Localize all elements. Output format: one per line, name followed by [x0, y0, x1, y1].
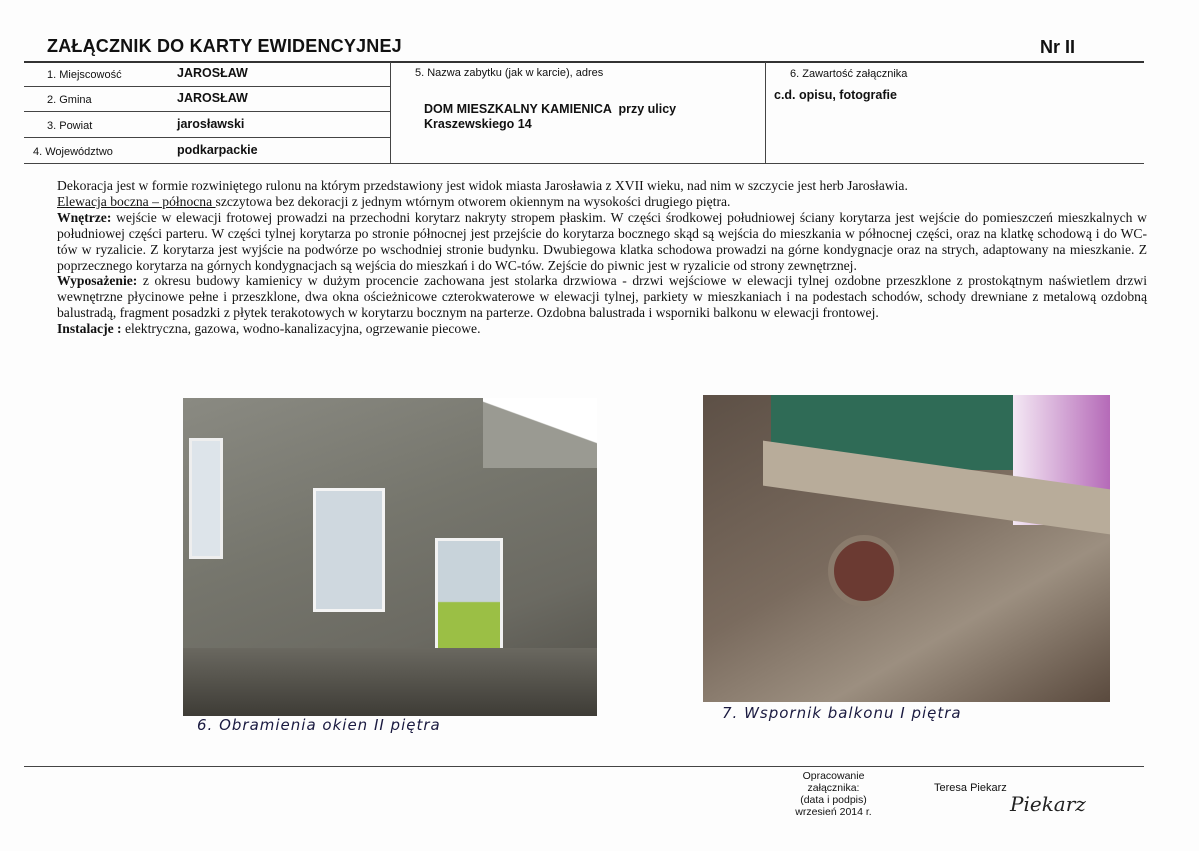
field-value-commune: JAROSŁAW — [177, 91, 248, 105]
side-elevation-text: szczytowa bez dekoracji z jednym wtórnym otworem okiennym na wysokości drugiego piętra. — [215, 193, 731, 209]
side-elevation-heading: Elewacja boczna – północna — [57, 193, 216, 209]
attachment-number: Nr II — [1040, 37, 1076, 57]
object-address: Kraszewskiego 14 — [424, 117, 532, 131]
field-label-voivodeship: 4. Województwo — [33, 146, 113, 158]
installations-text: elektryczna, gazowa, wodno-kanalizacyjna, ogrzewanie piecowe. — [121, 321, 481, 337]
signature: Piekarz — [1010, 792, 1086, 816]
contents-label: 6. Zawartość załącznika — [790, 68, 908, 80]
photo-balcony-bracket — [703, 395, 1110, 702]
field-value-voivodeship: podkarpackie — [177, 143, 258, 157]
field-label-county: 3. Powiat — [47, 120, 93, 132]
footer-label-line: (data i podpis) — [800, 794, 867, 806]
field-value-county: jarosławski — [177, 117, 245, 131]
interior-heading: Wnętrze: — [57, 209, 112, 225]
field-label-commune: 2. Gmina — [47, 94, 92, 106]
object-label: 5. Nazwa zabytku (jak w karcie), adres — [415, 67, 604, 79]
photo-window-frames — [183, 398, 597, 716]
photo-caption-7: 7. Wspornik balkonu I piętra — [722, 704, 962, 722]
interior-text: wejście w elewacji frotowej prowadzi na przechodni korytarz nakryty stropem płaskim. W części środkowej południowej ściany korytarza jest wejście do pomieszczeń mieszkalnych w południowej części parteru. W części tylnej korytarza po stronie północnej jest przejście do korytarza bocznego skąd są wejścia do mieszkania w północnej części, oraz na klatkę schodową i do WC-tów w ryzalicie. Z korytarza jest wyjście na podwórze po wschodniej stronie budynku. Dwubiegowa klatka schodowa prowadzi na górne kondygnacje oraz na strych, adaptowany na mieszkanie. Z poprzecznego korytarza na górnych kondygnacjach są wejścia do mieszkań i do WC-tów. Zejście do piwnic jest w ryzalicie od strony zewnętrznej. — [57, 209, 1147, 273]
footer-label — [786, 770, 881, 818]
photo-caption-6: 6. Obramienia okien II piętra — [197, 716, 441, 734]
object-name: DOM MIESZKALNY KAMIENICA przy ulicy — [424, 102, 677, 116]
field-label-locality: 1. Miejscowość — [47, 69, 122, 81]
footer-label-line: wrzesień 2014 r. — [795, 806, 872, 818]
equipment-heading: Wyposażenie: — [57, 273, 138, 289]
author-name: Teresa Piekarz — [934, 782, 1007, 794]
equipment-text: z okresu budowy kamienicy w dużym procencie zachowana jest stolarka drzwiowa - drzwi wejściowe w elewacji tylnej ozdobne przeszklone z prostokątnym naświetlem drzwi wewnętrzne płycinowe pełne i przeszklone, dwa okna ościeżnicowe czterokwaterowe w elewacji tylnej, parkiety w mieszkaniach i na podestach schodów, schody drewniane z metalową ozdobną balustradą, fragment posadzki z płytek terakotowych w korytarzu bocznym na parterze. Ozdobna balustrada i wsporniki balkonu w elewacji frontowej. — [57, 273, 1147, 321]
field-value-locality: JAROSŁAW — [177, 66, 248, 80]
footer-label-line: załącznika: — [807, 782, 860, 794]
description-text — [57, 178, 1147, 337]
installations-heading: Instalacje : — [57, 321, 122, 337]
footer-label-line: Opracowanie — [802, 770, 865, 782]
document-title: ZAŁĄCZNIK DO KARTY EWIDENCYJNEJ — [47, 36, 402, 56]
decoration-paragraph: Dekoracja jest w formie rozwiniętego rulonu na którym przedstawiony jest widok miasta Jarosławia z XVII wieku, nad nim w szczycie jest herb Jarosławia. — [57, 178, 908, 193]
contents-value: c.d. opisu, fotografie — [774, 88, 897, 102]
